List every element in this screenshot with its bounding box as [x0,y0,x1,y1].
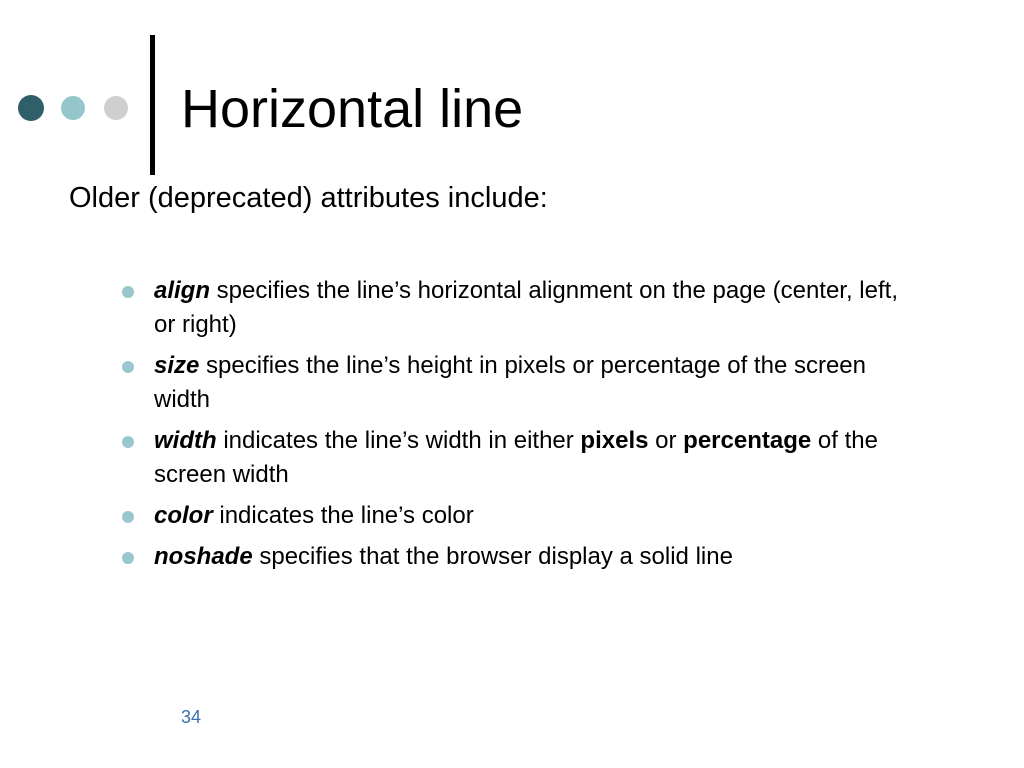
title-divider-line [150,35,155,175]
attribute-description-end: of the screen width [154,427,878,488]
list-item-size [118,349,918,417]
attribute-description: specifies that the browser display a solid line [252,543,733,570]
slide-title: Horizontal line [181,79,524,139]
attribute-description-middle: or [648,427,684,454]
intro-text: Older (deprecated) attributes include: [69,182,548,214]
bullet-marker [122,511,134,523]
emphasis-pixels: pixels [580,427,649,454]
page-number: 34 [181,707,202,727]
bullet-marker [122,552,134,564]
attribute-term: width [154,427,217,454]
list-item-color [118,499,918,533]
list-item-noshade [118,540,918,574]
decorative-dot-dark [18,95,44,121]
attribute-term: color [154,502,213,529]
decorative-dot-mid [61,96,85,120]
attribute-description: specifies the line’s height in pixels or percentage of the screen width [154,352,866,413]
attribute-description: indicates the line’s color [212,502,474,529]
bullet-marker [122,436,134,448]
bullet-marker [122,361,134,373]
attribute-description: indicates the line’s width in either [216,427,581,454]
attribute-term: align [154,277,211,304]
list-item-align [118,274,918,342]
attribute-description: specifies the line’s horizontal alignment on the page (center, left, or right) [154,277,898,338]
decorative-dot-light [104,96,128,120]
attribute-term: noshade [154,543,253,570]
emphasis-percentage: percentage [683,427,812,454]
attribute-term: size [154,352,200,379]
list-item-width [118,424,918,492]
bullet-marker [122,286,134,298]
attribute-list [118,274,918,581]
